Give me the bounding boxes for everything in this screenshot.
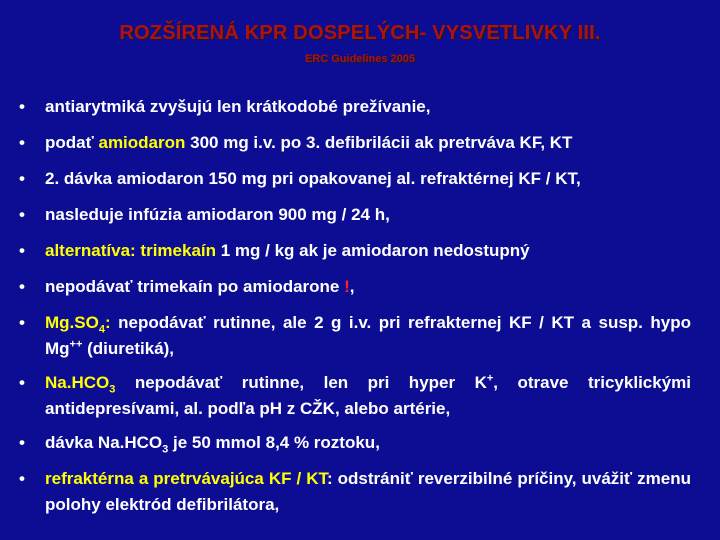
item-text: je 50 mmol 8,4 % roztoku, — [168, 433, 380, 452]
bullet-list — [19, 94, 691, 528]
list-item — [19, 130, 691, 156]
item-highlight: Mg.SO — [45, 313, 99, 332]
list-item — [19, 466, 691, 518]
item-highlight: amiodaron — [98, 133, 186, 152]
bullet-icon: • — [19, 277, 25, 296]
item-highlight: 4 — [98, 323, 105, 336]
list-item — [19, 238, 691, 264]
bullet-icon: • — [19, 205, 25, 224]
item-text: (diuretiká), — [82, 339, 175, 358]
list-item — [19, 166, 691, 192]
list-item — [19, 94, 691, 120]
item-text: 1 mg / kg ak je amiodaron nedostupný — [216, 241, 530, 260]
item-text: 3 — [162, 443, 169, 456]
item-text: 300 mg i.v. po 3. defibrilácii ak pretrváva KF, KT — [185, 133, 573, 152]
bullet-icon: • — [19, 313, 25, 332]
item-text: nepodávať rutinne, ale 2 g i.v. pri refrakternej KF / KT a susp. hypo Mg — [45, 313, 691, 358]
bullet-icon: • — [19, 97, 25, 116]
bullet-icon: • — [19, 469, 25, 488]
item-text: , otrave tricyklickými antidepresívami, al. podľa pH z CŽK, alebo artérie, — [45, 373, 691, 418]
item-text: antiarytmiká zvyšujú len krátkodobé prežívanie, — [45, 97, 431, 116]
list-item — [19, 370, 691, 422]
item-highlight: refraktérna a pretrvávajúca KF / KT — [45, 469, 327, 488]
list-item — [19, 274, 691, 300]
bullet-icon: • — [19, 433, 25, 452]
item-highlight: alternatíva: trimekaín — [45, 241, 217, 260]
item-text: : odstrániť reverzibilné príčiny, uvážiť zmenu polohy elektród defibrilátora, — [45, 469, 692, 514]
item-text: + — [486, 372, 494, 385]
slide-title: ROZŠÍRENÁ KPR DOSPELÝCH- VYSVETLIVKY III. — [119, 22, 601, 44]
item-highlight: 3 — [109, 383, 116, 396]
item-text: , — [349, 277, 355, 296]
item-text: dávka Na.HCO — [45, 433, 163, 452]
list-item — [19, 430, 691, 456]
bullet-icon: • — [19, 169, 25, 188]
item-warning: ! — [344, 277, 350, 296]
item-text: podať — [45, 133, 99, 152]
item-text: nepodávať trimekaín po amiodarone — [45, 277, 345, 296]
item-text: nepodávať rutinne, len pri hyper K — [115, 373, 487, 392]
list-item — [19, 202, 691, 228]
bullet-icon: • — [19, 133, 25, 152]
slide-subtitle: ERC Guidelines 2005 — [304, 53, 416, 65]
item-text: nasleduje infúzia amiodaron 900 mg / 24 h, — [45, 205, 390, 224]
item-text: ++ — [69, 338, 83, 351]
item-highlight: : — [104, 313, 111, 332]
bullet-icon: • — [19, 241, 25, 260]
bullet-icon: • — [19, 373, 25, 392]
item-text: 2. dávka amiodaron 150 mg pri opakovanej al. refraktérnej KF / KT, — [45, 169, 581, 188]
list-item — [19, 310, 691, 362]
item-highlight: Na.HCO — [45, 373, 110, 392]
